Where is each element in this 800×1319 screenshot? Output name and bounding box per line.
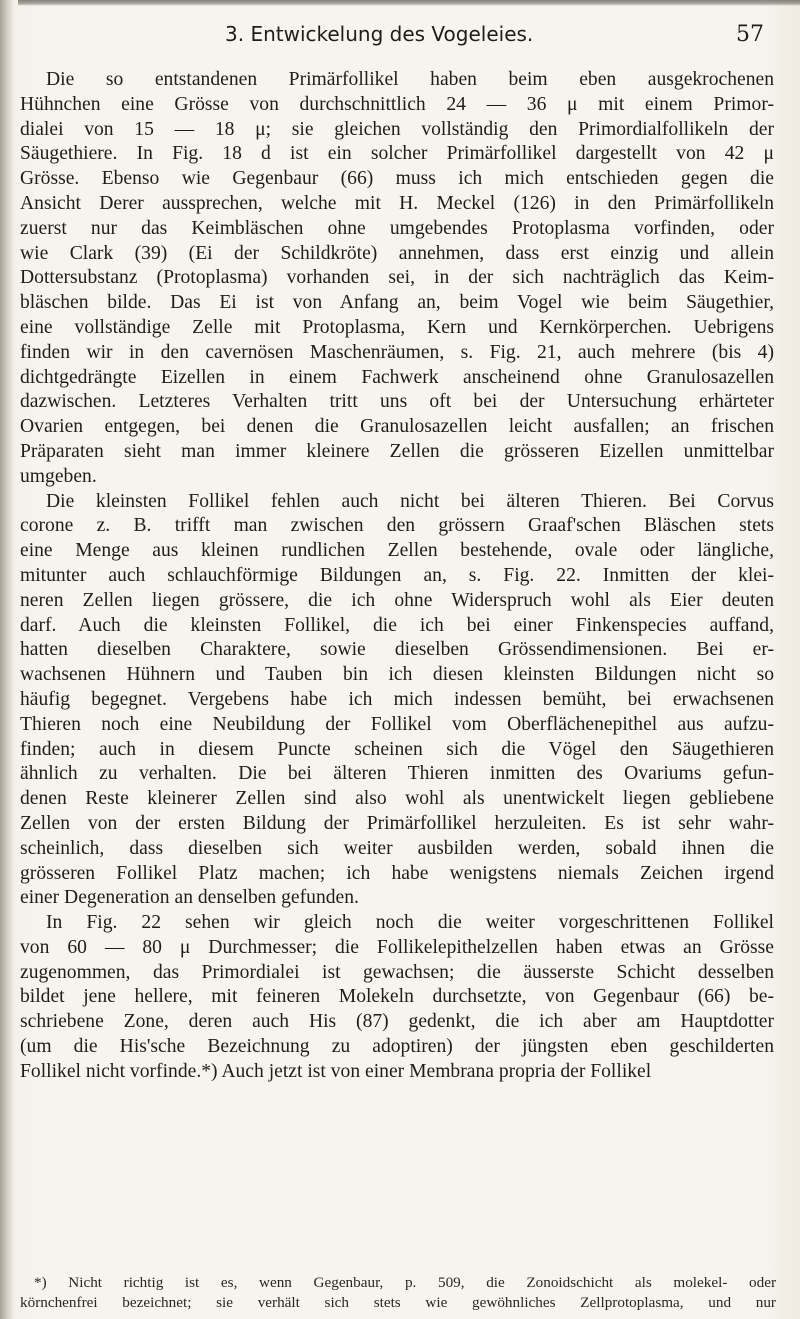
text-line: corone z. B. trifft man zwischen den grössern Graaf'schen Bläschen stets (20, 515, 774, 537)
text-line: denen Reste kleinerer Zellen sind also wohl als unentwickelt liegen gebliebene (20, 788, 774, 810)
text-line: zuerst nur das Keimbläschen ohne umgebendes Protoplasma vorfinden, oder (20, 217, 774, 239)
text-line: dazwischen. Letzteres Verhalten tritt uns oft bei der Untersuchung erhärteter (20, 391, 774, 413)
text-line: bläschen bilde. Das Ei ist von Anfang an, beim Vogel wie beim Säugethier, (20, 292, 774, 314)
text-line: scheinlich, dass dieselben sich weiter ausbilden werden, sobald ihnen die (20, 837, 774, 859)
text-line: Die kleinsten Follikel fehlen auch nicht bei älteren Thieren. Bei Corvus (46, 490, 774, 512)
top-edge-shadow (18, 0, 800, 6)
text-line: Die so entstandenen Primärfollikel haben beim eben ausgekrochenen (46, 69, 774, 90)
text-line: darf. Auch die kleinsten Follikel, die ich bei einer Finkenspecies auffand, (20, 614, 774, 636)
chapter-title: 3. Entwickelung des Vogeleies. (225, 22, 534, 46)
text-line: Hühnchen eine Grösse von durchschnittlich 24 — 36 μ mit einem Primor- (20, 93, 774, 115)
page-number: 57 (736, 22, 764, 47)
text-line: bildet jene hellere, mit feineren Molekeln durchsetzte, von Gegenbaur (66) be- (20, 986, 774, 1008)
paragraph (20, 490, 774, 912)
text-line: In Fig. 22 sehen wir gleich noch die weiter vorgeschrittenen Follikel (46, 912, 774, 934)
text-line: schriebene Zone, deren auch His (87) gedenkt, die ich aber am Hauptdotter (20, 1011, 774, 1033)
text-line: dichtgedrängte Eizellen in einem Fachwerk anscheinend ohne Granulosazellen (20, 366, 774, 388)
footnote (20, 1273, 776, 1313)
text-line: einer Degeneration an denselben gefunden. (20, 887, 359, 909)
binding-gutter-shadow (0, 0, 14, 1319)
text-line: häufig begegnet. Vergebens habe ich mich indessen bemüht, bei erwachsenen (20, 688, 774, 710)
text-line: von 60 — 80 μ Durchmesser; die Follikelepithelzellen haben etwas an Grösse (20, 936, 774, 958)
text-line: Follikel nicht vorfinde.*) Auch jetzt ist von einer Membrana propria der Follikel (20, 1060, 652, 1082)
text-line: Grösse. Ebenso wie Gegenbaur (66) muss ich mich entschieden gegen die (20, 168, 774, 190)
text-line: wie Clark (39) (Ei der Schildkröte) annehmen, dass erst einzig und allein (20, 242, 774, 264)
text-line: Dottersubstanz (Protoplasma) vorhanden sei, in der sich nachträglich das Keim- (20, 267, 774, 289)
footnote-line: körnchenfrei bezeichnet; sie verhält sich stets wie gewöhnliches Zellprotoplasma, und nur (20, 1294, 776, 1311)
text-line: grösseren Follikel Platz machen; ich habe wenigstens niemals Zeichen irgend (20, 862, 774, 884)
text-line: Thieren noch eine Neubildung der Follikel vom Oberflächenepithel aus aufzu- (20, 713, 774, 735)
text-line: finden; auch in diesem Puncte scheinen sich die Vögel den Säugethieren (20, 738, 774, 760)
text-line: dialei von 15 — 18 μ; sie gleichen vollständig den Primordialfollikeln der (20, 118, 774, 140)
text-line: Ovarien entgegen, bei denen die Granulosazellen leicht ausfallen; an frischen (20, 416, 774, 438)
text-line: eine Menge aus kleinen rundlichen Zellen bestehende, ovale oder längliche, (20, 540, 774, 562)
text-line: mitunter auch schlauchförmige Bildungen an, s. Fig. 22. Inmitten der klei- (20, 564, 774, 586)
text-line: (um die His'sche Bezeichnung zu adoptiren) der jüngsten eben geschilderten (20, 1036, 774, 1058)
text-line: finden wir in den cavernösen Maschenräumen, s. Fig. 21, auch mehrere (bis 4) (20, 341, 774, 363)
text-line: wachsenen Hühnern und Tauben bin ich diesen kleinsten Bildungen nicht so (20, 664, 774, 686)
body-text (20, 68, 774, 1085)
text-line: Zellen von der ersten Bildung der Primärfollikel herzuleiten. Es ist sehr wahr- (20, 812, 774, 834)
text-line: Ansicht Derer aussprechen, welche mit H. Meckel (126) in den Primärfollikeln (20, 192, 774, 214)
paragraph (20, 68, 774, 490)
text-line: eine vollständige Zelle mit Protoplasma, Kern und Kernkörperchen. Uebrigens (20, 316, 774, 338)
footnote-line: *) Nicht richtig ist es, wenn Gegenbaur, p. 509, die Zonoidschicht als molekel- oder (34, 1274, 776, 1291)
paragraph (20, 911, 774, 1085)
text-line: umgeben. (20, 465, 97, 487)
text-line: neren Zellen liegen grössere, die ich ohne Widerspruch wohl als Eier deuten (20, 589, 774, 611)
text-line: zugenommen, das Primordialei ist gewachsen; die äusserste Schicht desselben (20, 961, 774, 983)
text-line: hatten dieselben Charaktere, sowie dieselben Grössendimensionen. Bei er- (20, 639, 774, 661)
text-line: Präparaten sieht man immer kleinere Zellen die grösseren Eizellen unmittelbar (20, 440, 774, 462)
running-header (0, 18, 800, 50)
text-line: Säugethiere. In Fig. 18 d ist ein solcher Primärfollikel dargestellt von 42 μ (20, 143, 774, 165)
text-line: ähnlich zu verhalten. Die bei älteren Thieren inmitten des Ovariums gefun- (20, 763, 774, 785)
